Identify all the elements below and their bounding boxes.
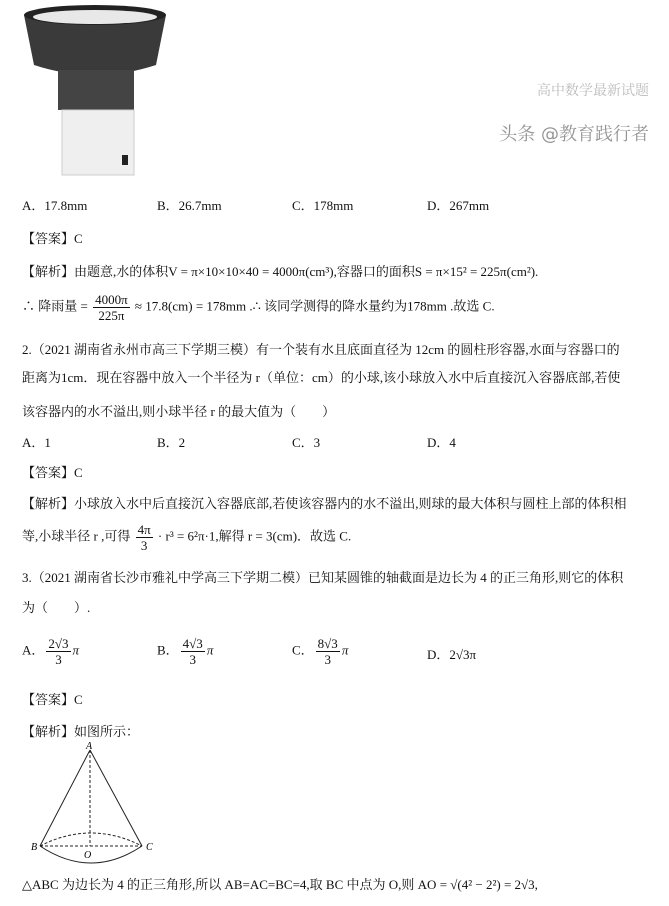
text: · r³ = 6²π·1,解得 r = 3(cm)．故选 C. — [157, 528, 352, 544]
text: ≈ 17.8(cm) = 178mm .∴ 该同学测得的降水量约为178mm .故选 C. — [134, 298, 495, 314]
cone-figure — [28, 740, 168, 870]
q2-answer: 【答案】C — [22, 465, 83, 480]
text: 等,小球半径 r ,可得 — [22, 528, 131, 544]
label-o: O — [84, 850, 92, 861]
numerator: 2√3 — [48, 636, 69, 651]
q3-analysis-line2: △ABC 为边长为 4 的正三角形,所以 AB=AC=BC=4,取 BC 中点为 O,则 AO = √(4² − 2²) = 2√3, — [22, 877, 538, 892]
pi: π — [72, 642, 80, 658]
q3-option-d — [427, 644, 476, 663]
numerator: 4π — [137, 522, 151, 537]
q3-stem: 3.（2021 湖南省长沙市雅礼中学高三下学期二模）已知某圆锥的轴截面是边长为 4 的正三角形,则它的体积 — [22, 570, 624, 585]
numerator: 4√3 — [182, 636, 203, 651]
q1-answer: 【答案】C — [22, 231, 83, 246]
label-c: C — [146, 842, 153, 853]
q2-option-c: C．3 — [292, 435, 321, 450]
q2-analysis: 【解析】小球放入水中后直接沉入容器底部,若使该容器内的水不溢出,则球的最大体积与圆柱上部的体积相 — [22, 496, 627, 511]
pi: π — [206, 642, 214, 658]
q1-analysis-line2 — [22, 292, 495, 323]
watermark: 头条 @教育践行者 — [499, 124, 649, 145]
q3-answer: 【答案】C — [22, 692, 83, 707]
q3-stem-2: 为（ ）. — [22, 600, 91, 615]
q2-stem: 2.（2021 湖南省永州市高三下学期三模）有一个装有水且底面直径为 12cm 的圆柱形容器,水面与容器口的 — [22, 342, 620, 357]
fraction — [136, 522, 153, 553]
q2-option-b: B．2 — [157, 435, 186, 450]
q1-option-a: A．17.8mm — [22, 198, 88, 213]
pi: π — [341, 642, 349, 658]
q1-option-c: C．178mm — [292, 198, 354, 213]
q3-option-b — [157, 636, 213, 667]
denominator: 225π — [98, 308, 125, 323]
fraction — [181, 636, 205, 667]
q1-option-d: D．267mm — [427, 198, 490, 213]
fraction — [93, 292, 130, 323]
fraction — [46, 636, 70, 667]
denominator: 3 — [140, 538, 148, 553]
q3-option-a — [22, 636, 79, 667]
q3-analysis: 【解析】如图所示： — [22, 724, 140, 739]
label-b: B — [31, 842, 38, 853]
q2-stem-3: 该容器内的水不溢出,则小球半径 r 的最大值为（ ） — [22, 404, 336, 419]
value: 2√3π — [449, 647, 477, 662]
numerator: 4000π — [95, 292, 128, 307]
q3-option-c — [292, 636, 348, 667]
q2-analysis-line2 — [22, 522, 351, 553]
q1-option-b: B．26.7mm — [157, 198, 222, 213]
text: ∴ 降雨量 = — [22, 298, 88, 314]
label: C． — [292, 642, 314, 658]
label-a: A — [86, 741, 93, 752]
denominator: 3 — [55, 652, 62, 667]
watermark-secondary: 高中数学最新试题 — [537, 83, 649, 99]
label: D． — [427, 647, 450, 662]
denominator: 3 — [324, 652, 331, 667]
denominator: 3 — [189, 652, 196, 667]
q1-analysis: 【解析】由题意,水的体积V = π×10×10×40 = 4000π(cm³),容器口的面积S = π×15² = 225π(cm²). — [22, 264, 539, 279]
rain-gauge-image — [20, 5, 170, 180]
q2-option-d: D．4 — [427, 435, 456, 450]
numerator: 8√3 — [317, 636, 338, 651]
label: A． — [22, 642, 45, 658]
fraction — [316, 636, 340, 667]
q2-option-a: A．1 — [22, 435, 51, 450]
label: B． — [157, 642, 179, 658]
q2-stem-2: 距离为1cm．现在容器中放入一个半径为 r（单位：cm）的小球,该小球放入水中后直接沉入容器底部,若使 — [22, 370, 621, 385]
